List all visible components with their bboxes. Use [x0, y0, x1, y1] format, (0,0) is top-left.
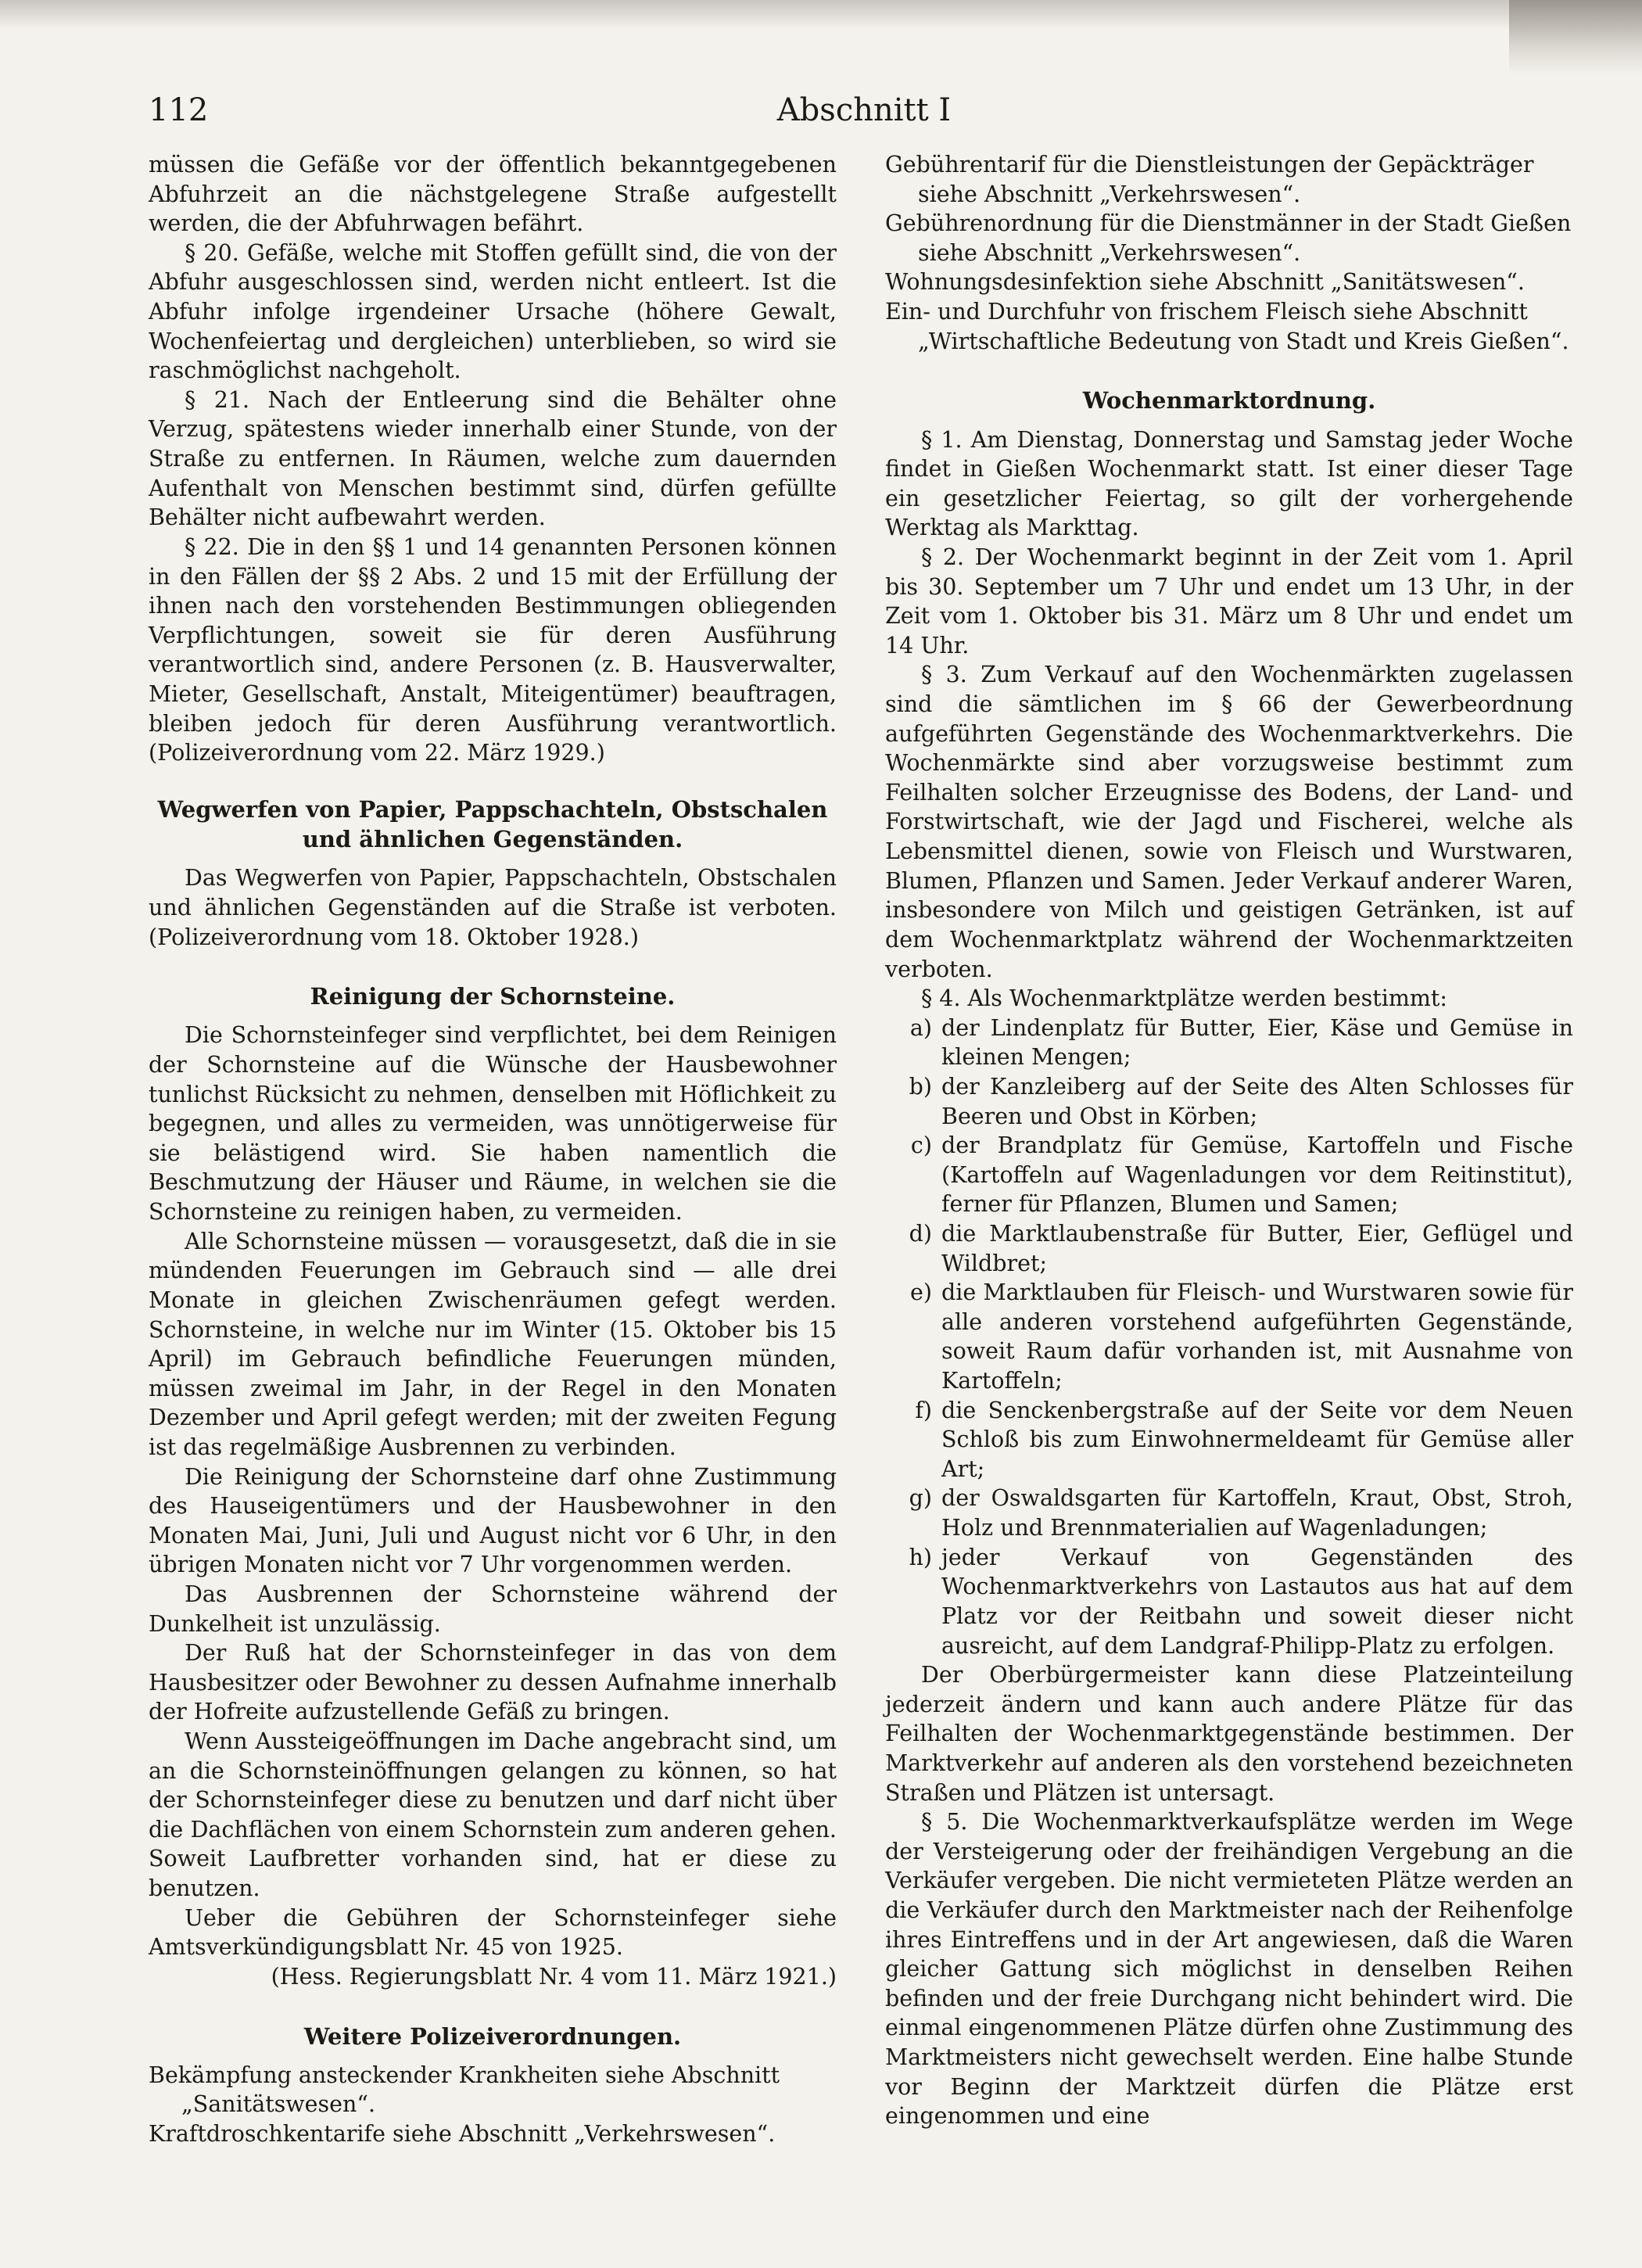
list-text: die Senckenbergstraße auf der Seite vor dem Neuen Schloß bis zum Einwohnermeldeamt für Gemüse aller Art; — [941, 1397, 1573, 1482]
list-item — [885, 1396, 1573, 1484]
paragraph: Die Schornsteinfeger sind verpflichtet, bei dem Reinigen der Schornsteine auf die Wünsche der Hausbewohner tunlichst Rücksicht zu nehmen, denselben mit Höflichkeit zu begegnen, und alles zu vermeiden, was unnötigerweise für sie belästigend wird. Sie haben namentlich die Beschmutzung der Häuser und Räume, in welchen sie die Schornsteine zu reinigen haben, zu vermeiden. — [149, 1022, 837, 1226]
paragraph: Die Reinigung der Schornsteine darf ohne Zustimmung des Hauseigentümers und der Hausbewohner in den Monaten Mai, Juni, Juli und August nicht vor 6 Uhr, in den übrigen Monaten nicht vor 7 Uhr vorgenommen werden. — [149, 1463, 837, 1578]
list-item — [885, 1278, 1573, 1395]
list-item — [885, 1543, 1573, 1660]
list-item — [885, 1219, 1573, 1278]
reference-entry: Bekämpfung ansteckender Krankheiten siehe Abschnitt „Sanitätswesen“. — [149, 2062, 780, 2118]
reference-entry: Wohnungsdesinfektion siehe Abschnitt „Sanitätswesen“. — [885, 269, 1525, 296]
paragraph-section-21: § 21. Nach der Entleerung sind die Behälter ohne Verzug, spätestens wieder innerhalb einer Stunde, von der Straße zu entfernen. In Räumen, welche zum dauernden Aufenthalt von Menschen bestimmt sind, dürfen gefüllte Behälter nicht aufbewahrt werden. — [149, 386, 837, 531]
paragraph-section-22: § 22. Die in den §§ 1 und 14 genannten Personen können in den Fällen der §§ 2 Abs. 2 und 15 mit der Erfüllung der ihnen nach den vorstehenden Bestimmungen obliegenden Verpflichtungen, soweit sie für deren Ausführung verantwortlich sind, andere Personen (z. B. Hausverwalter, Mieter, Gesellschaft, Anstalt, Miteigentümer) beauftragen, bleiben jedoch für deren Ausführung verantwortlich. (Polizeiverordnung vom 22. März 1929.) — [149, 533, 837, 766]
reference-entry: Gebührentarif für die Dienstleistungen der Gepäckträger siehe Abschnitt „Verkehrswesen“. — [885, 152, 1534, 207]
list-text: der Brandplatz für Gemüse, Kartoffeln und Fische (Kartoffeln auf Wagenladungen vor dem Reitinstitut), ferner für Pflanzen, Blumen und Samen; — [941, 1132, 1573, 1218]
section-heading: Weitere Polizeiverordnungen. — [303, 2022, 682, 2050]
list-letter: f) — [915, 1397, 932, 1423]
paragraph-section-5: § 5. Die Wochenmarktverkaufsplätze werden im Wege der Versteigerung oder der freihändigen Vergebung an die Verkäufer vergeben. Die nicht vermieteten Plätze werden an die Verkäufer durch den Marktmeister nach der Reihenfolge ihres Eintreffens und in der Art angewiesen, daß die Waren gleicher Gattung sich möglichst in denselben Reihen befinden und der freie Durchgang nicht behindert wird. Die einmal eingenommenen Plätze dürfen ohne Zustimmung des Marktmeisters nicht gewechselt werden. Eine halbe Stunde vor Beginn der Marktzeit dürfen die Plätze erst eingenommen und eine — [885, 1809, 1573, 2130]
list-item — [885, 1131, 1573, 1219]
list-text: der Kanzleiberg auf der Seite des Alten Schlosses für Beeren und Obst in Körben; — [941, 1073, 1573, 1129]
list-text: die Marktlaubenstraße für Butter, Eier, Geflügel und Wildbret; — [941, 1220, 1573, 1276]
source-note: (Hess. Regierungsblatt Nr. 4 vom 11. März 1921.) — [271, 1963, 837, 1990]
list-letter: d) — [909, 1220, 932, 1247]
page-curl — [1509, 0, 1642, 74]
list-letter: e) — [910, 1279, 932, 1306]
list-letter: g) — [909, 1485, 932, 1512]
paragraph: Alle Schornsteine müssen — vorausgesetzt, daß die in sie mündenden Feuerungen im Gebrauch sind — alle drei Monate in gleichen Zwischenräumen gefegt werden. Schornsteine, in welche nur im Winter (15. Oktober bis 15 April) im Gebrauch befindliche Feuerungen münden, müssen zweimal im Jahr, in der Regel in den Monaten Dezember und April gefegt werden; mit der zweiten Fegung ist das regelmäßige Ausbrennen zu verbinden. — [149, 1228, 837, 1460]
list-letter: b) — [909, 1073, 932, 1100]
paragraph: Der Ruß hat der Schornsteinfeger in das von dem Hausbesitzer oder Bewohner zu dessen Aufnahme innerhalb der Hofreite aufzustellende Gefäß zu bringen. — [149, 1640, 837, 1725]
paragraph: Ueber die Gebühren der Schornsteinfeger siehe Amtsverkündigungsblatt Nr. 45 von 1925. — [149, 1904, 837, 1961]
list-item — [885, 1014, 1573, 1072]
reference-entry: Gebührenordnung für die Dienstmänner in der Stadt Gießen siehe Abschnitt „Verkehrswesen“. — [885, 210, 1572, 266]
list-text: jeder Verkauf von Gegenständen des Wochenmarktverkehrs von Lastautos aus hat auf dem Platz vor der Reitbahn und soweit dieser nicht ausreicht, auf dem Landgraf-Philipp-Platz zu erfolgen. — [941, 1544, 1573, 1659]
paragraph: Das Wegwerfen von Papier, Pappschachteln, Obstschalen und ähnlichen Gegenständen auf die Straße ist verboten. (Polizeiverordnung vom 18. Oktober 1928.) — [149, 865, 837, 950]
right-column — [885, 150, 1573, 2131]
paragraph-section-3: § 3. Zum Verkauf auf den Wochenmärkten zugelassen sind die sämtlichen im § 66 der Gewerbeordnung aufgeführten Gegenstände des Wochenmarktverkehrs. Die Wochenmärkte sind aber vorzugsweise bestimmt zum Feilhalten solcher Erzeugnisse des Bodens, der Land- und Forstwirtschaft, wie der Jagd und Fischerei, welche als Lebensmittel dienen, sowie von Fleisch und Wurstwaren, Blumen, Pflanzen und Samen. Jeder Verkauf anderer Waren, insbesondere von Milch und geistigen Getränken, ist auf dem Wochenmarktplatz während der Wochenmarktzeiten verboten. — [885, 662, 1573, 982]
running-head: Abschnitt I — [776, 92, 952, 128]
list-text: der Lindenplatz für Butter, Eier, Käse und Gemüse in kleinen Mengen; — [941, 1014, 1573, 1071]
paragraph-section-20: § 20. Gefäße, welche mit Stoffen gefüllt sind, die von der Abfuhr ausgeschlossen sind, werden nicht entleert. Ist die Abfuhr infolge irgendeiner Ursache (höhere Gewalt, Wochenfeiertag und dergleichen) unterblieben, so wird sie raschmöglichst nachgeholt. — [149, 239, 837, 384]
paragraph-section-2: § 2. Der Wochenmarkt beginnt in der Zeit vom 1. April bis 30. September um 7 Uhr und endet um 13 Uhr, in der Zeit vom 1. Oktober bis 31. März um 8 Uhr und endet um 14 Uhr. — [885, 544, 1573, 659]
section-heading: Wochenmarktordnung. — [1082, 387, 1376, 414]
section-heading: Wegwerfen von Papier, Pappschachteln, Obstschalen und ähnlichen Gegenständen. — [157, 795, 828, 853]
list-letter: a) — [909, 1014, 932, 1041]
list-item — [885, 1484, 1573, 1542]
list-letter: h) — [909, 1544, 932, 1570]
page-header — [149, 92, 1579, 139]
list-text: der Oswaldsgarten für Kartoffeln, Kraut, Obst, Stroh, Holz und Brennmaterialien auf Wagenladungen; — [941, 1485, 1573, 1541]
paragraph: Das Ausbrennen der Schornsteine während der Dunkelheit ist unzulässig. — [149, 1581, 837, 1637]
section-heading: Reinigung der Schornsteine. — [310, 983, 676, 1010]
list-item — [885, 1072, 1573, 1131]
left-column — [149, 150, 837, 2149]
paragraph: Der Oberbürgermeister kann diese Platzeinteilung jederzeit ändern und kann auch andere Plätze für das Feilhalten der Wochenmarktgegenstände bestimmen. Der Marktverkehr auf anderen als den vorstehend bezeichneten Straßen und Plätzen ist untersagt. — [885, 1662, 1573, 1806]
reference-entry: Ein- und Durchfuhr von frischem Fleisch siehe Abschnitt „Wirtschaftliche Bedeutung von Stadt und Kreis Gießen“. — [885, 299, 1569, 354]
page-number: 112 — [149, 92, 209, 128]
scan-edge — [0, 0, 1642, 30]
paragraph-section-4: § 4. Als Wochenmarktplätze werden bestimmt: — [921, 985, 1447, 1012]
paragraph: Wenn Aussteigeöffnungen im Dache angebracht sind, um an die Schornsteinöffnungen gelangen zu können, so hat der Schornsteinfeger diese zu benutzen und darf nicht über die Dachflächen von einem Schornstein zum anderen gehen. Soweit Laufbretter vorhanden sind, hat er diese zu benutzen. — [149, 1728, 837, 1902]
paragraph-section-1: § 1. Am Dienstag, Donnerstag und Samstag jeder Woche findet in Gießen Wochenmarkt statt. Ist einer dieser Tage ein gesetzlicher Feiertag, so gilt der vorhergehende Werktag als Markttag. — [885, 426, 1573, 541]
list-text: die Marktlauben für Fleisch- und Wurstwaren sowie für alle anderen vorstehend aufgeführten Gegenstände, soweit Raum dafür vorhanden ist, mit Ausnahme von Kartoffeln; — [941, 1279, 1573, 1394]
list-letter: c) — [910, 1132, 932, 1159]
reference-entry: Kraftdroschkentarife siehe Abschnitt „Verkehrswesen“. — [149, 2121, 776, 2148]
paragraph: müssen die Gefäße vor der öffentlich bekanntgegebenen Abfuhrzeit an die nächstgelegene Straße aufgestellt werden, die der Abfuhrwagen befährt. — [149, 152, 837, 237]
